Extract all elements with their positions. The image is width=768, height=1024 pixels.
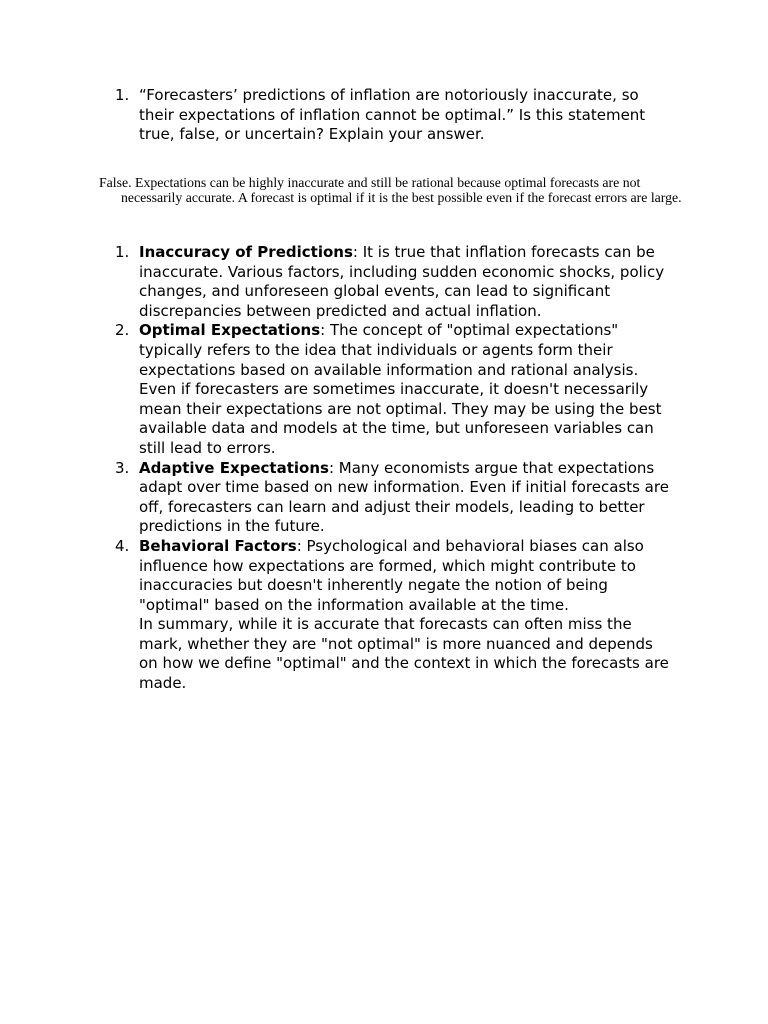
list-item-number: 3. [115, 458, 130, 477]
list-item-number: 2. [115, 321, 130, 340]
list-item-text: : Many economists argue that expectations adapt over time based on new information. Even if initial forecasts are off, forecasters can learn and adjust their models, leading to better predictions in the future. [139, 458, 669, 536]
list-item [111, 537, 673, 694]
list-item-text: : Psychological and behavioral biases can also influence how expectations are formed, which might contribute to inaccuracies but doesn't inherently negate the notion of being "optimal" based on the information available at the time. [139, 536, 644, 614]
question-text: “Forecasters’ predictions of inflation are notoriously inaccurate, so their expectations of inflation cannot be optimal.” Is this statement true, false, or uncertain? Explain your answer. [139, 86, 646, 144]
list-item-term: Adaptive Expectations [139, 458, 329, 477]
list-item-term: Inaccuracy of Predictions [139, 243, 353, 261]
summary-paragraph: In summary, while it is accurate that forecasts can often miss the mark, whether they are "not optimal" is more nuanced and depends on how we define "optimal" and the context in which the forecasts are made. [139, 615, 669, 693]
question-item [111, 86, 671, 145]
question-list [111, 86, 671, 145]
list-item-text: : It is true that inflation forecasts can be inaccurate. Various factors, including sudden economic shocks, policy changes, and unforeseen global events, can lead to significant discrepancies between predicted and actual inflation. [139, 243, 665, 320]
list-item [111, 459, 673, 537]
list-item-number: 1. [115, 243, 130, 261]
answer-paragraph: False. Expectations can be highly inaccurate and still be rational because optimal forecasts are not necessarily accurate. A forecast is optimal if it is the best possible even if the forecast errors are large. [99, 175, 682, 206]
question-number: 1. [115, 86, 130, 104]
list-item [111, 243, 673, 321]
list-item-term: Behavioral Factors [139, 536, 297, 555]
explanation-list [111, 243, 673, 694]
list-item [111, 321, 673, 458]
list-item-term: Optimal Expectations [139, 321, 321, 340]
list-item-number: 4. [115, 536, 130, 555]
list-item-text: : The concept of "optimal expectations" typically refers to the idea that individuals or agents form their expectations based on available information and rational analysis. Even if forecasters are sometimes inaccurate, it doesn't necessarily mean their expectations are not optimal. They may be using the best available data and models at the time, but unforeseen variables can still lead to errors. [139, 321, 662, 457]
